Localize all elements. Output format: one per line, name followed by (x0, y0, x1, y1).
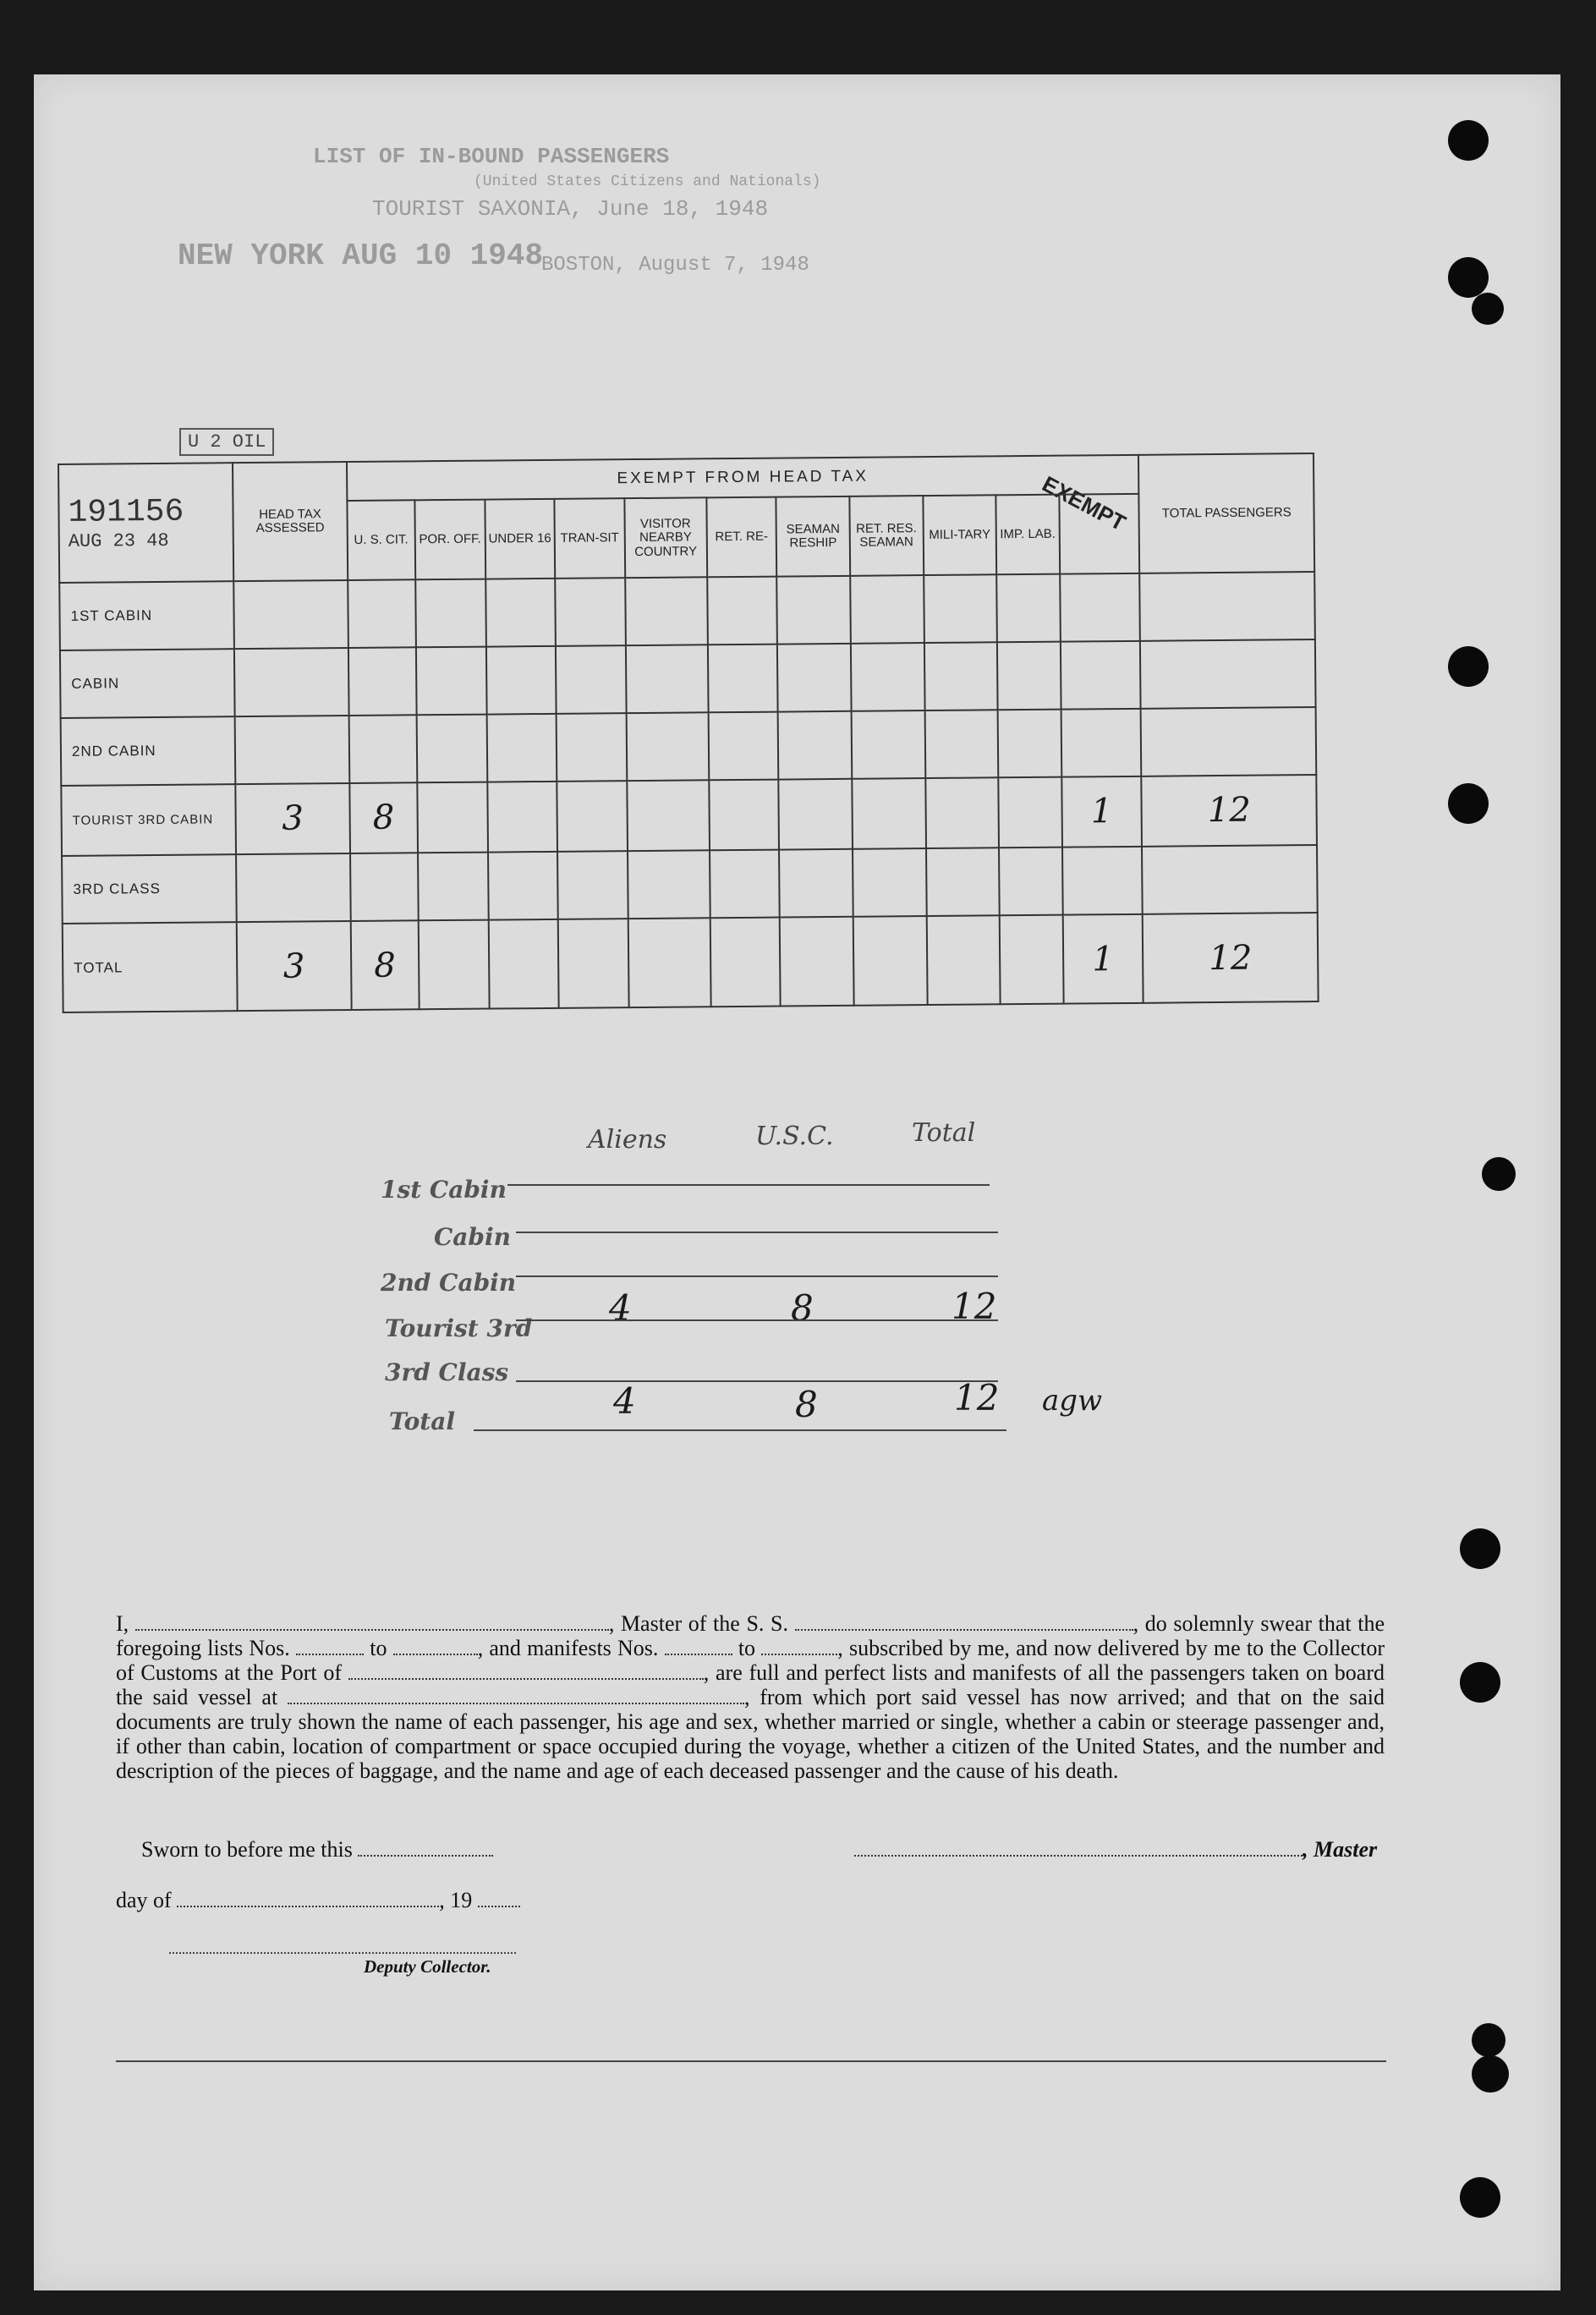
certificate-date: AUG 23 48 (68, 530, 169, 553)
departure-port-field (288, 1687, 744, 1704)
master-signature-line (854, 1837, 1377, 1862)
row-label: TOTAL (63, 922, 238, 1012)
document-page (34, 74, 1560, 2290)
summary-row-label: Cabin (434, 1223, 511, 1251)
list-from-field (296, 1638, 364, 1655)
certificate-number: 191156 (68, 493, 184, 532)
col-us-cit: U. S. CIT. (347, 500, 415, 580)
exempt-stamp: EXEMPT (1038, 470, 1130, 536)
summary-row-line (507, 1184, 990, 1186)
cell-total: 12 (1143, 913, 1318, 1003)
bleed-through-arrival: BOSTON, August 7, 1948 (541, 254, 809, 277)
ticket-stamp-box: U 2 OIL (179, 428, 274, 456)
col-ret-res-seaman: RET. RES. SEAMAN (849, 496, 923, 576)
summary-row-line (516, 1319, 998, 1321)
head-tax-table (58, 453, 1319, 1013)
oath-paragraph (116, 1611, 1385, 1783)
summary-usc-value: 8 (795, 1384, 818, 1425)
row-label: 1ST CABIN (59, 582, 234, 650)
bleed-through-vessel: TOURIST SAXONIA, June 18, 1948 (372, 196, 769, 222)
oath-text: , Master of the S. S. (608, 1611, 789, 1636)
punch-hole (1448, 257, 1489, 298)
summary-total-value: 12 (954, 1377, 1000, 1418)
summary-header-usc: U.S.C. (755, 1122, 834, 1151)
port-field (348, 1663, 704, 1680)
oath-text: , do solemnly swear that the foregoing lists Nos. (116, 1611, 1385, 1660)
list-to-field (393, 1638, 478, 1655)
certificate-number-cell (58, 463, 234, 583)
punch-hole (1472, 293, 1504, 325)
oath-text: , from which port said vessel has now arrived; and that on the said documents are truly shown the name of each passenger, his age and sex, whether married or single, whether a cabin or steerage passenger and, if other than cabin, location of compartment or space occupied during the voyage, whether a citizen of the United States, and the number and description of the pieces of baggage, and the name and age of each deceased passenger and the cause of his death. (116, 1685, 1385, 1783)
punch-hole (1460, 1662, 1500, 1703)
cell-us-cit (348, 715, 417, 782)
col-total-passengers: TOTAL PASSENGERS (1138, 453, 1314, 573)
row-label: CABIN (60, 649, 235, 717)
cell-exempt-last: 1 (1062, 914, 1144, 1004)
row-label: 2ND CABIN (61, 716, 236, 785)
summary-aliens-value: 4 (609, 1287, 632, 1329)
table-row (60, 639, 1316, 718)
col-transit: TRAN-SIT (555, 498, 625, 579)
summary-aliens-value: 4 (613, 1380, 636, 1422)
summary-row-line (516, 1275, 998, 1277)
oath-text: to (738, 1636, 756, 1660)
cell-us-cit (348, 647, 416, 715)
master-label: , Master (1303, 1837, 1378, 1862)
summary-row-label: 1st Cabin (381, 1176, 507, 1204)
col-under-16: UNDER 16 (485, 499, 555, 579)
table-row-total (63, 913, 1319, 1012)
bleed-through-title: LIST OF IN-BOUND PASSENGERS (313, 144, 670, 169)
col-blank (1059, 494, 1140, 574)
col-imp-lab: IMP. LAB. (996, 495, 1060, 575)
row-label: 3RD CLASS (62, 855, 237, 924)
summary-row-label: 3rd Class (385, 1358, 509, 1386)
master-name-field (135, 1614, 609, 1631)
row-label: TOURIST 3RD CABIN (61, 784, 236, 857)
cell-head-tax (234, 580, 348, 649)
col-seaman-reship: SEAMAN RESHIP (776, 496, 850, 577)
col-military: MILI-TARY (923, 495, 996, 575)
bleed-through-port: NEW YORK AUG 10 1948 (178, 239, 544, 273)
col-head-tax-assessed: HEAD TAX ASSESSED (233, 462, 347, 582)
cell-total (1142, 845, 1317, 913)
month-field (177, 1890, 439, 1907)
col-visitor-nearby-country: VISITOR NEARBY COUNTRY (624, 497, 707, 578)
cell-exempt-last (1060, 641, 1141, 710)
day-of-line (116, 1888, 520, 1913)
oath-text: , subscribed by me, and now delivered by me to the Collector of Customs at the Port of (116, 1636, 1385, 1685)
exempt-from-head-tax-header: EXEMPT FROM HEAD TAX (347, 455, 1139, 501)
oath-text: I, (116, 1611, 129, 1636)
table-row (59, 573, 1315, 651)
manifest-to-field (761, 1638, 837, 1655)
col-por-off: POR. OFF. (414, 500, 485, 580)
bleed-through-subtitle: (United States Citizens and Nationals) (474, 173, 821, 190)
summary-row-line (516, 1232, 998, 1233)
deputy-signature-line (169, 1952, 516, 1954)
master-signature-field (854, 1840, 1303, 1857)
cell-head-tax (234, 648, 348, 716)
day-of-text: day of (116, 1888, 172, 1912)
punch-hole (1460, 2177, 1500, 2218)
summary-row-line (474, 1429, 1006, 1431)
cell-total: 12 (1142, 775, 1317, 848)
cell-head-tax: 3 (236, 783, 350, 855)
table-row (61, 775, 1317, 857)
sworn-text: Sworn to before me this (141, 1837, 353, 1862)
cell-us-cit (350, 853, 419, 921)
cell-total (1140, 573, 1315, 641)
punch-hole (1448, 646, 1489, 687)
cell-head-tax (236, 853, 350, 922)
table-row (61, 707, 1317, 786)
summary-row-label: Total (389, 1407, 456, 1435)
summary-row-label: 2nd Cabin (381, 1269, 517, 1297)
col-ret-re: RET. RE- (706, 497, 776, 578)
cell-us-cit: 8 (349, 782, 418, 854)
summary-row-label: Tourist 3rd (385, 1314, 533, 1342)
cell-total (1140, 639, 1315, 708)
sworn-line (141, 1837, 493, 1862)
cell-us-cit: 8 (350, 920, 419, 1010)
year-field (478, 1890, 520, 1907)
punch-hole (1472, 2055, 1509, 2093)
vessel-name-field (795, 1614, 1133, 1631)
sworn-day-field (358, 1840, 493, 1857)
cell-us-cit (348, 580, 416, 648)
cell-exempt-last (1061, 709, 1142, 777)
oath-text: to (370, 1636, 387, 1660)
summary-header-aliens: Aliens (588, 1125, 667, 1155)
cell-exempt-last (1060, 573, 1141, 642)
cell-exempt-last: 1 (1061, 776, 1143, 848)
summary-usc-value: 8 (791, 1287, 814, 1329)
initials: agw (1042, 1384, 1103, 1418)
oath-text: , are full and perfect lists and manifests of all the passengers taken on board the said vessel at (116, 1660, 1385, 1709)
bottom-rule (116, 2060, 1386, 2062)
cell-total (1141, 707, 1316, 776)
summary-total-value: 12 (952, 1286, 997, 1327)
cell-head-tax: 3 (237, 921, 351, 1011)
manifest-from-field (665, 1638, 732, 1655)
oath-text: , and manifests Nos. (477, 1636, 659, 1660)
punch-hole (1472, 2023, 1506, 2057)
table-row (62, 845, 1318, 924)
deputy-collector-label: Deputy Collector. (364, 1956, 491, 1977)
year-text: , 19 (439, 1888, 473, 1912)
punch-hole (1482, 1157, 1516, 1191)
punch-hole (1460, 1528, 1500, 1569)
cell-head-tax (235, 716, 349, 784)
summary-row-line (516, 1380, 998, 1382)
punch-hole (1448, 120, 1489, 161)
summary-header-total: Total (912, 1118, 976, 1148)
cell-exempt-last (1062, 847, 1144, 915)
punch-hole (1448, 783, 1489, 824)
